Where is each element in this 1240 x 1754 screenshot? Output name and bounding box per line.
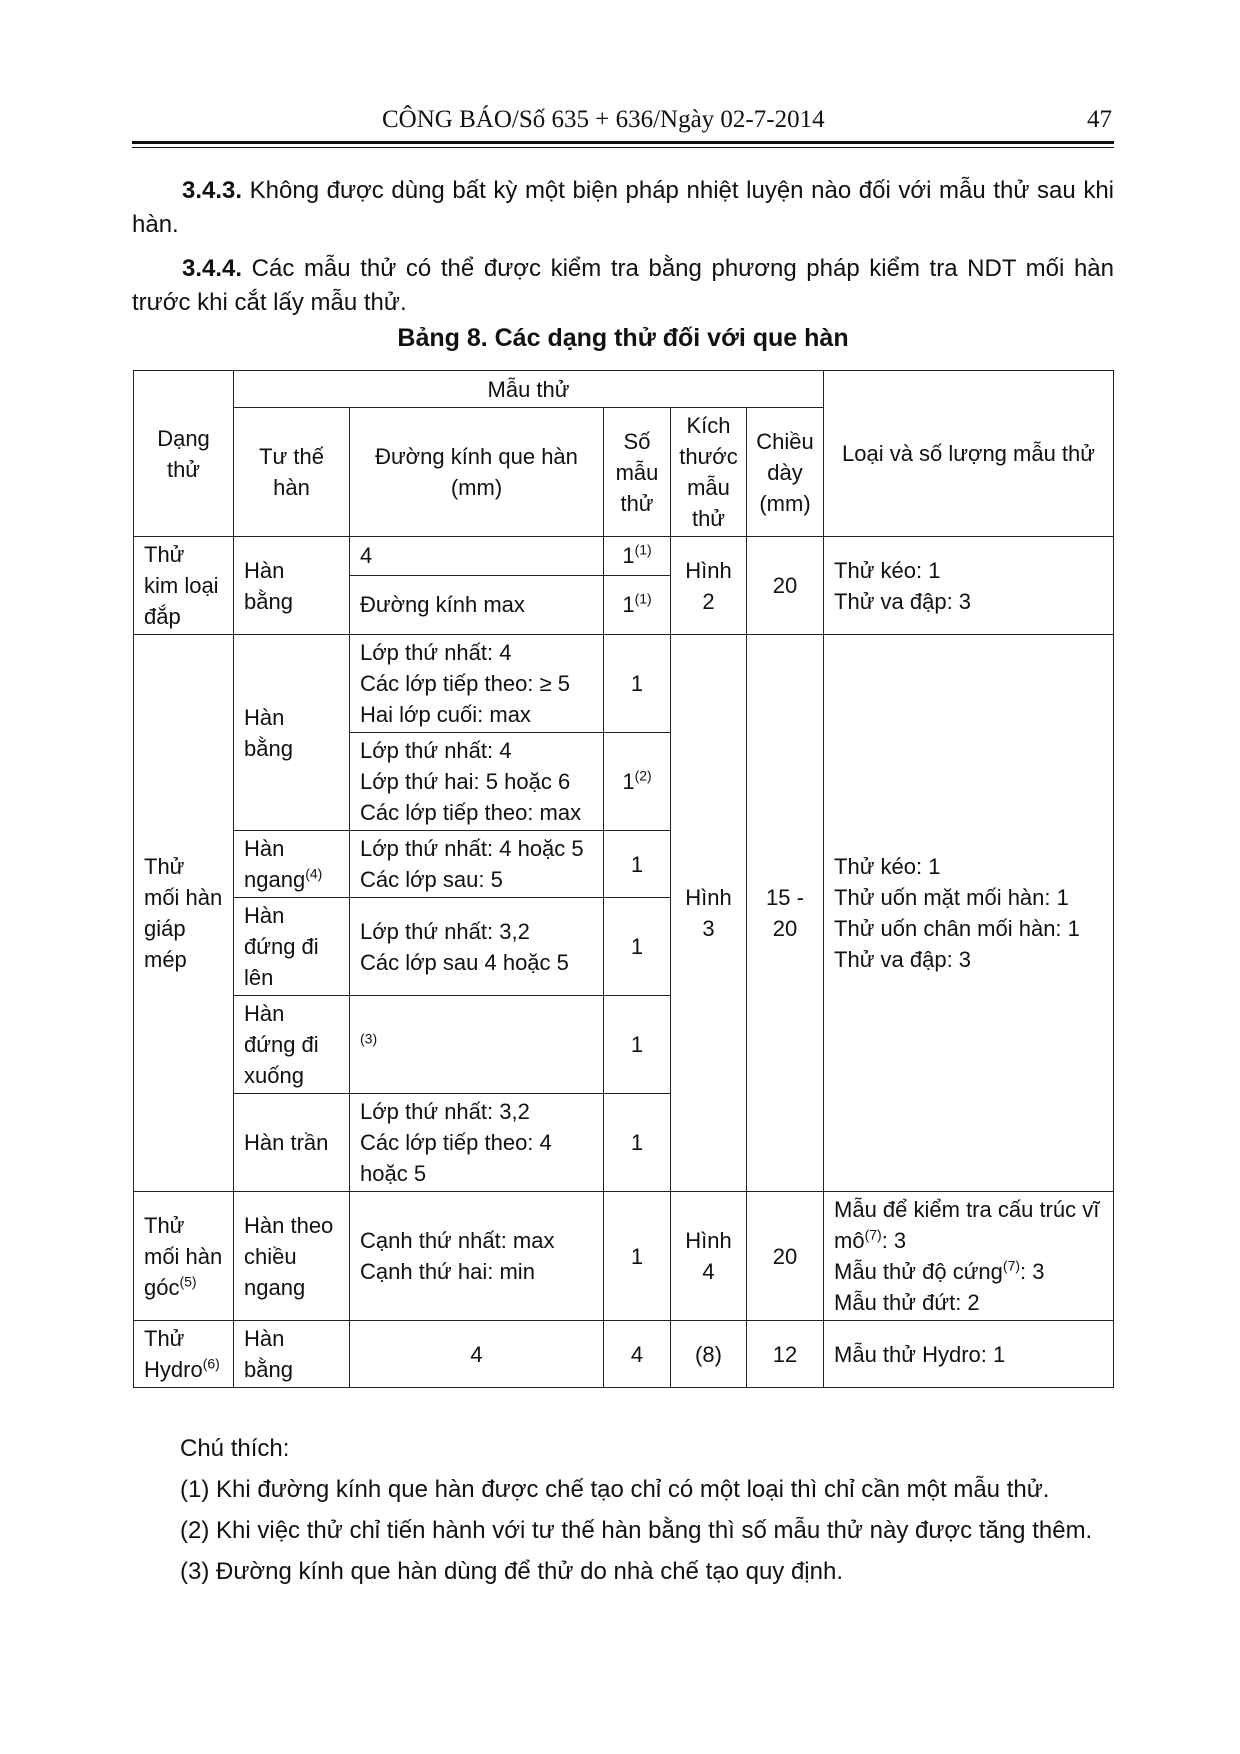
cell-type: Thử mối hàn giáp mép [134, 635, 234, 1192]
cell-diameter: Đường kính max [350, 575, 604, 634]
cell-diameter: Lớp thứ nhất: 3,2 Các lớp sau 4 hoặc 5 [350, 898, 604, 996]
cell-diameter: (3) [350, 996, 604, 1094]
header-rule-thin [132, 147, 1114, 148]
cell-position: Hàn đứng đi lên [234, 898, 350, 996]
clause-text: Không được dùng bất kỳ một biện pháp nhiệt luyện nào đối với mẫu thử sau khi hàn. [132, 177, 1114, 238]
page-number: 47 [1087, 106, 1112, 133]
cell-count: 1 [604, 996, 671, 1094]
cell-count: 1 [604, 898, 671, 996]
table-row [134, 635, 1114, 733]
cell-count: 1 [604, 1094, 671, 1192]
cell-type: Thử mối hàn góc$^{(5)}$ [134, 1192, 234, 1321]
footnotes-title: Chú thích: [180, 1435, 290, 1462]
cell-result: Mẫu thử Hydro: 1 [824, 1321, 1114, 1388]
footnote-1: (1) Khi đường kính que hàn được chế tạo chỉ có một loại thì chỉ cần một mẫu thử. [180, 1476, 1050, 1503]
cell-count: 1$^{(1)}$ [604, 575, 671, 634]
footnote-2: (2) Khi việc thử chỉ tiến hành với tư thế hàn bằng thì số mẫu thử này được tăng thêm. [180, 1517, 1093, 1544]
cell-position: Hàn bằng [234, 537, 350, 635]
cell-count: 1$^{(1)}$ [604, 537, 671, 576]
header-duong-kinh: Đường kính que hàn (mm) [350, 408, 604, 537]
cell-result: Thử kéo: 1 Thử uốn mặt mối hàn: 1 Thử uốn chân mối hàn: 1 Thử va đập: 3 [824, 635, 1114, 1192]
gazette-title: CÔNG BÁO/Số 635 + 636/Ngày 02-7-2014 [382, 106, 825, 133]
clause-text: Các mẫu thử có thể được kiểm tra bằng phương pháp kiểm tra NDT mối hàn trước khi cắt lấy mẫu thử. [132, 255, 1114, 316]
test-types-table [133, 370, 1114, 1388]
header-kich-thuoc: Kích thước mẫu thử [671, 408, 747, 537]
header-rule-thick [132, 141, 1114, 144]
clause-number: 3.4.3. [182, 177, 243, 204]
header-loai-so-luong: Loại và số lượng mẫu thử [824, 371, 1114, 537]
cell-size: Hình 4 [671, 1192, 747, 1321]
cell-diameter: 4 [350, 537, 604, 576]
table-caption: Bảng 8. Các dạng thử đối với que hàn [397, 324, 849, 352]
cell-thickness: 20 [747, 537, 824, 635]
cell-count: 1 [604, 1192, 671, 1321]
footnotes [180, 1428, 1114, 1592]
cell-thickness: 15 - 20 [747, 635, 824, 1192]
header-mau-thu: Mẫu thử [234, 371, 824, 408]
cell-diameter: Lớp thứ nhất: 4 Lớp thứ hai: 5 hoặc 6 Các lớp tiếp theo: max [350, 733, 604, 831]
cell-result: Mẫu để kiểm tra cấu trúc vĩ $mô^{(7)}$: 3 Mẫu thử độ cứng$^{(7)}$: 3 Mẫu thử đứt: 2 [824, 1192, 1114, 1321]
cell-position: Hàn bằng [234, 635, 350, 831]
cell-count: 1 [604, 635, 671, 733]
paragraph-3-4-3 [132, 174, 1114, 242]
table-row [134, 537, 1114, 576]
cell-count: 1 [604, 831, 671, 898]
cell-position: Hàn ngang$^{(4)}$ [234, 831, 350, 898]
cell-position: Hàn theo chiều ngang [234, 1192, 350, 1321]
footnote-3: (3) Đường kính que hàn dùng để thử do nhà chế tạo quy định. [180, 1558, 843, 1585]
cell-diameter: Cạnh thứ nhất: max Cạnh thứ hai: min [350, 1192, 604, 1321]
header-dang-thu: Dạng thử [134, 371, 234, 537]
cell-position: Hàn đứng đi xuống [234, 996, 350, 1094]
clause-number: 3.4.4. [182, 255, 243, 282]
cell-diameter: Lớp thứ nhất: 4 Các lớp tiếp theo: ≥ 5 Hai lớp cuối: max [350, 635, 604, 733]
cell-diameter: Lớp thứ nhất: 4 hoặc 5 Các lớp sau: 5 [350, 831, 604, 898]
cell-position: Hàn bằng [234, 1321, 350, 1388]
table-header-row [134, 371, 1114, 408]
cell-diameter: Lớp thứ nhất: 3,2 Các lớp tiếp theo: 4 hoặc 5 [350, 1094, 604, 1192]
cell-count: 1$^{(2)}$ [604, 733, 671, 831]
cell-size: (8) [671, 1321, 747, 1388]
cell-count: 4 [604, 1321, 671, 1388]
header-so-mau: Số mẫu thử [604, 408, 671, 537]
cell-type: Thử Hydro$^{(6)}$ [134, 1321, 234, 1388]
table-row [134, 1321, 1114, 1388]
cell-result: Thử kéo: 1 Thử va đập: 3 [824, 537, 1114, 635]
cell-size: Hình 3 [671, 635, 747, 1192]
cell-size: Hình 2 [671, 537, 747, 635]
header-tu-the: Tư thế hàn [234, 408, 350, 537]
cell-position: Hàn trần [234, 1094, 350, 1192]
cell-diameter: 4 [350, 1321, 604, 1388]
table-row [134, 1192, 1114, 1321]
cell-thickness: 12 [747, 1321, 824, 1388]
cell-thickness: 20 [747, 1192, 824, 1321]
paragraph-3-4-4 [132, 252, 1114, 320]
header-chieu-day: Chiều dày (mm) [747, 408, 824, 537]
cell-type: Thử kim loại đắp [134, 537, 234, 635]
page-header [132, 104, 1114, 144]
